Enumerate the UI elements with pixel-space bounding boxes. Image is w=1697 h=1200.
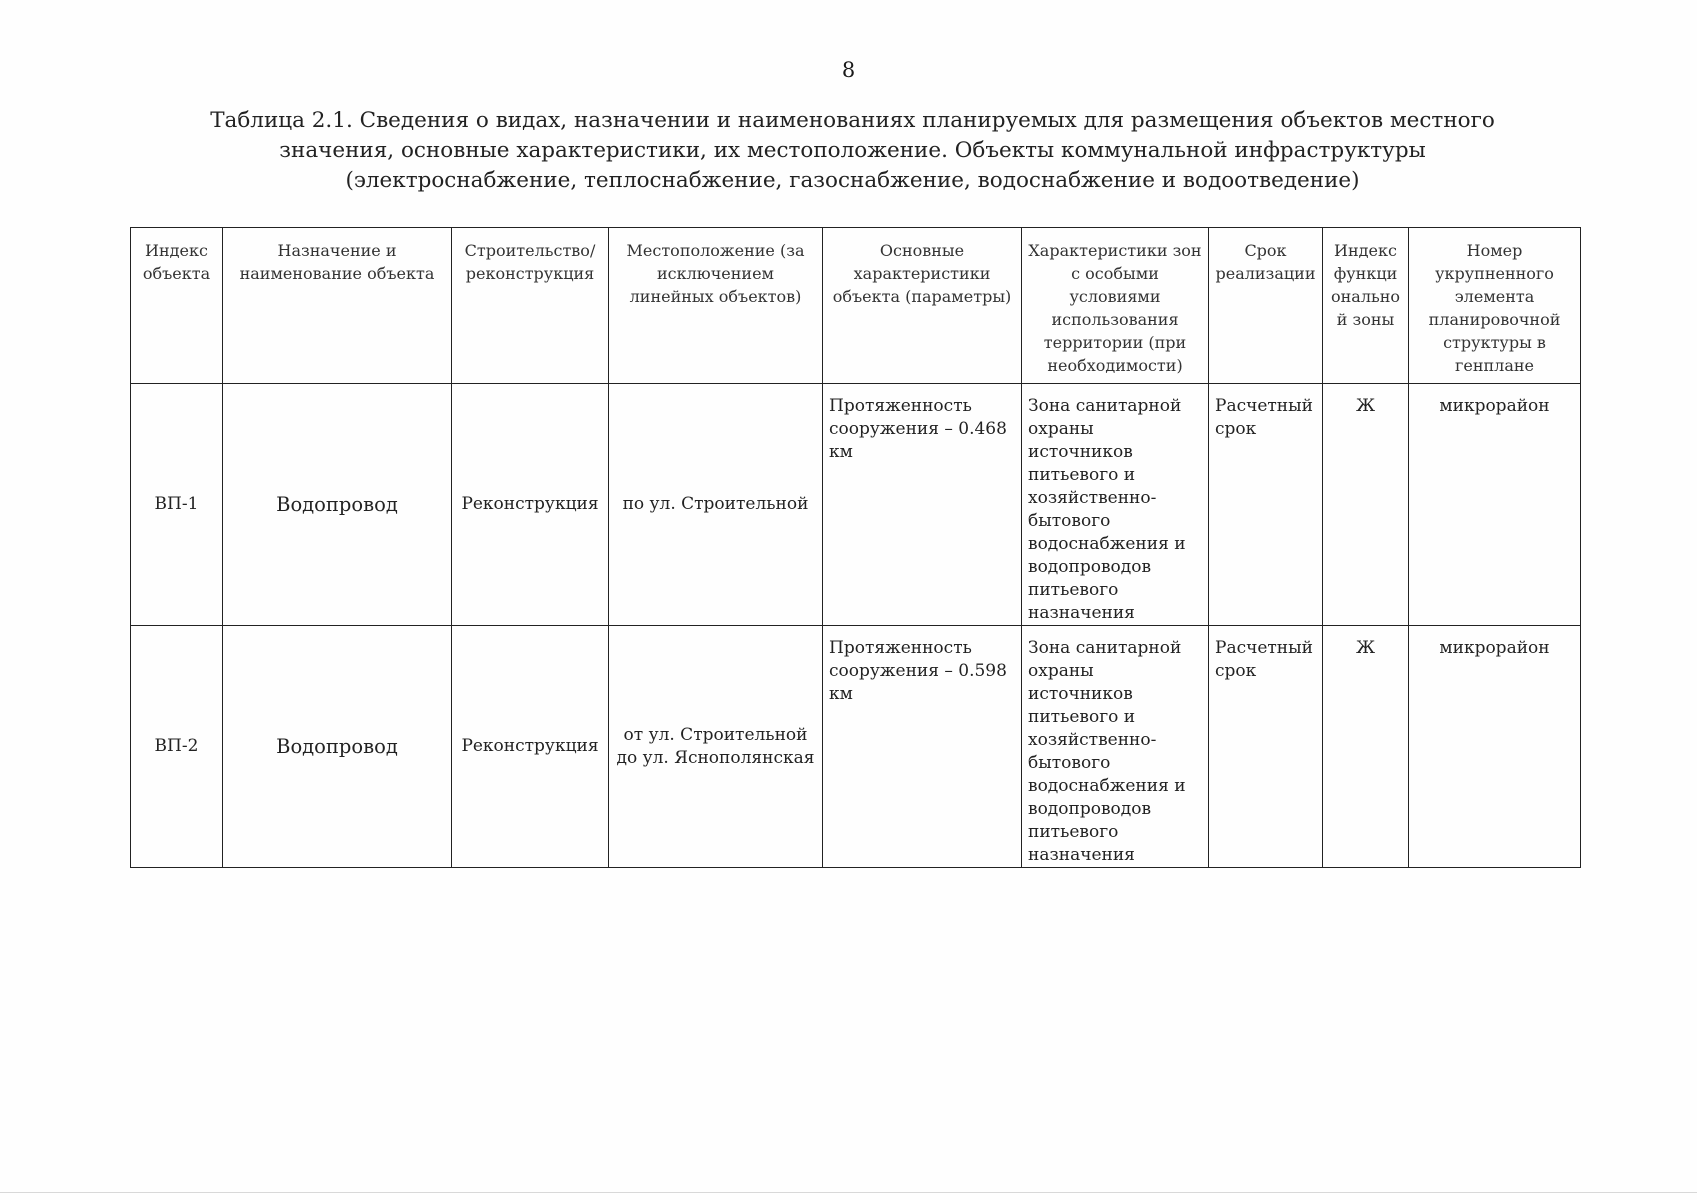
table-row [131, 626, 1581, 868]
cell-zones: Зона санитарной охраны источников питьевого и хозяйственно-бытового водоснабжения и водопроводов питьевого назначения [1022, 626, 1209, 868]
cell-func-zone: Ж [1323, 384, 1409, 626]
table-caption: Таблица 2.1. Сведения о видах, назначении и наименованиях планируемых для размещения объектов местного значения, основные характеристики, их местоположение. Объекты коммунальной инфраструктуры (электроснабжение, теплоснабжение, газоснабжение, водоснабжение и водоотведение) [210, 108, 1495, 193]
page-number: 8 [841, 58, 856, 82]
page-bottom-edge [0, 1192, 1697, 1193]
cell-name: Водопровод [223, 626, 452, 868]
header-functional-zone: Индекс функци онально й зоны [1323, 228, 1409, 384]
cell-work: Реконструкция [452, 384, 609, 626]
table-header-row [131, 228, 1581, 384]
header-parameters: Основные характеристики объекта (параметры) [823, 228, 1022, 384]
header-plan-element: Номер укрупненного элемента планировочной структуры в генплане [1409, 228, 1581, 384]
table-row [131, 384, 1581, 626]
header-construction: Строительство/ реконструкция [452, 228, 609, 384]
header-object-name: Назначение и наименование объекта [223, 228, 452, 384]
cell-term: Расчетный срок [1209, 626, 1323, 868]
cell-func-zone: Ж [1323, 626, 1409, 868]
header-location: Местоположение (за исключением линейных объектов) [609, 228, 823, 384]
header-term: Срок реализации [1209, 228, 1323, 384]
cell-index: ВП-1 [131, 384, 223, 626]
header-object-index: Индекс объекта [131, 228, 223, 384]
cell-params: Протяженность сооружения – 0.598 км [823, 626, 1022, 868]
cell-index: ВП-2 [131, 626, 223, 868]
cell-params: Протяженность сооружения – 0.468 км [823, 384, 1022, 626]
cell-zones: Зона санитарной охраны источников питьевого и хозяйственно-бытового водоснабжения и водопроводов питьевого назначения [1022, 384, 1209, 626]
header-special-zones: Характеристики зон с особыми условиями использования территории (при необходимости) [1022, 228, 1209, 384]
cell-name: Водопровод [223, 384, 452, 626]
cell-work: Реконструкция [452, 626, 609, 868]
cell-location: от ул. Строительной до ул. Яснополянская [609, 626, 823, 868]
cell-element: микрорайон [1409, 626, 1581, 868]
objects-table [130, 227, 1581, 868]
cell-term: Расчетный срок [1209, 384, 1323, 626]
cell-location: по ул. Строительной [609, 384, 823, 626]
cell-element: микрорайон [1409, 384, 1581, 626]
